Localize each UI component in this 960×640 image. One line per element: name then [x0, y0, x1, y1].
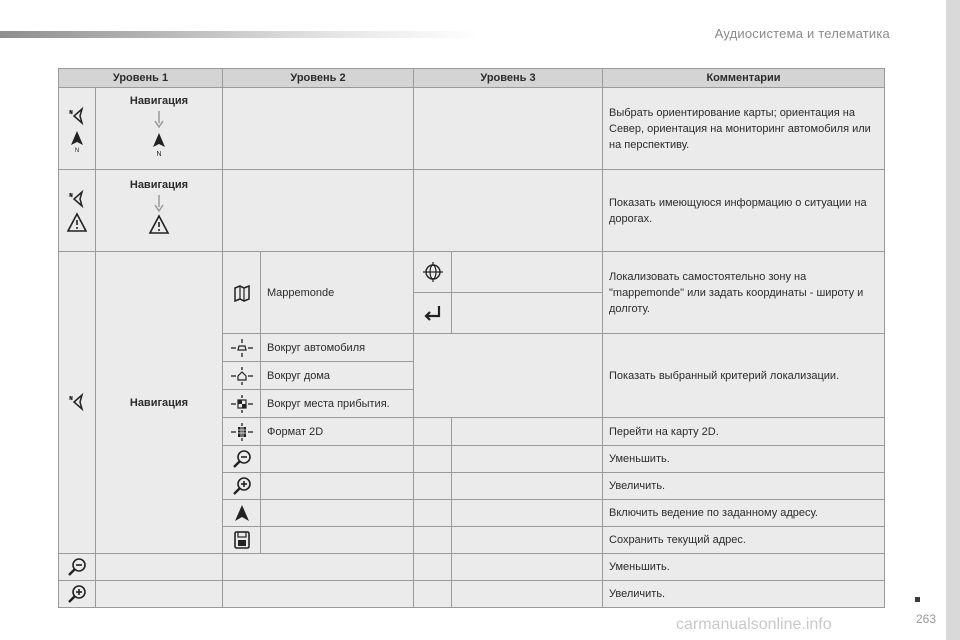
- level2-icon-cell: [223, 500, 261, 527]
- enter-return-icon: [422, 303, 444, 323]
- map-2d-icon: [230, 422, 254, 442]
- level1-navigation-cell: [96, 252, 223, 554]
- level3-empty-cell: [452, 418, 603, 446]
- comment-cell: Уменьшить.: [603, 446, 885, 473]
- level3-empty-cell: [452, 252, 603, 293]
- watermark: carmanualsonline.info: [676, 616, 832, 633]
- level2-icon-cell: [223, 334, 261, 362]
- table-header-row: [59, 69, 885, 88]
- around-home-icon: [230, 366, 254, 386]
- navigation-label: Навигация: [129, 95, 189, 107]
- level3-empty-cell: [452, 500, 603, 527]
- around-vehicle-icon: [230, 338, 254, 358]
- table-row: [59, 252, 885, 293]
- level3-empty-cell: [414, 500, 452, 527]
- level3-icon-cell: [414, 252, 452, 293]
- comment-cell: Показать выбранный критерий локализации.: [603, 334, 885, 418]
- level2-empty-cell: [223, 554, 414, 581]
- level1-icon-cell: [59, 252, 96, 554]
- column-header-comments: Комментарии: [603, 69, 885, 88]
- level3-empty-cell: [452, 293, 603, 334]
- section-title: Аудиосистема и телематика: [714, 26, 890, 41]
- level3-empty-cell: [414, 334, 603, 418]
- level2-icon-cell: [223, 362, 261, 390]
- comment-cell: Увеличить.: [603, 581, 885, 608]
- level3-icon-cell: [414, 293, 452, 334]
- warning-icon: [67, 212, 87, 234]
- column-header-level2: Уровень 2: [223, 69, 414, 88]
- navigation-icon: [67, 391, 87, 415]
- comment-cell: Локализовать самостоятельно зону на "mappemonde" или задать координаты - широту и долготу.: [603, 252, 885, 334]
- level1-icon-cell: [59, 88, 96, 170]
- column-header-level3: Уровень 3: [414, 69, 603, 88]
- level1-navigation-cell: [96, 170, 223, 252]
- level1-empty-label: [96, 554, 223, 581]
- table-row: [59, 554, 885, 581]
- level2-empty-cell: [223, 581, 414, 608]
- column-header-level1: Уровень 1: [59, 69, 223, 88]
- level2-icon-cell: [223, 390, 261, 418]
- navigation-icon: [67, 188, 87, 212]
- table-row: [59, 88, 885, 170]
- level2-empty-label: [261, 446, 414, 473]
- level1-icon-cell: [59, 581, 96, 608]
- page-number: 263: [915, 612, 936, 626]
- around-destination-icon: [230, 394, 254, 414]
- navigation-label: Навигация: [129, 396, 189, 409]
- level2-icon-cell: [223, 418, 261, 446]
- level2-icon-cell: [223, 473, 261, 500]
- save-icon: [232, 530, 252, 550]
- level3-empty-cell: [452, 473, 603, 500]
- level2-icon-cell: [223, 446, 261, 473]
- comment-cell: Увеличить.: [603, 473, 885, 500]
- level2-empty-label: [261, 473, 414, 500]
- level2-label-around-vehicle: Вокруг автомобиля: [261, 334, 414, 362]
- level1-empty-label: [96, 581, 223, 608]
- level3-empty-cell: [452, 446, 603, 473]
- zoom-in-icon: [231, 476, 253, 496]
- svg-text:N: N: [74, 147, 80, 153]
- level2-empty-cell: [223, 170, 414, 252]
- level3-empty-cell: [414, 446, 452, 473]
- level2-label-mappemonde: Mappemonde: [261, 252, 414, 334]
- north-arrow-icon: [67, 129, 87, 153]
- level2-label-around-home: Вокруг дома: [261, 362, 414, 390]
- level3-empty-cell: [452, 581, 603, 608]
- warning-icon: [148, 191, 170, 239]
- level3-empty-cell: [452, 554, 603, 581]
- level3-empty-cell: [414, 88, 603, 170]
- level2-label-format-2d: Формат 2D: [261, 418, 414, 446]
- table-row: [59, 581, 885, 608]
- menu-table: [58, 68, 885, 608]
- zoom-in-icon: [66, 584, 88, 604]
- level2-empty-label: [261, 500, 414, 527]
- page-marker: [915, 597, 920, 602]
- globe-icon: [422, 261, 444, 283]
- level3-empty-cell: [414, 170, 603, 252]
- svg-text:N: N: [156, 151, 162, 158]
- level3-empty-cell: [414, 527, 452, 554]
- comment-cell: Выбрать ориентирование карты; ориентация на Север, ориентация на мониторинг автомобиля или на перспективу.: [603, 88, 885, 170]
- level3-empty-cell: [414, 554, 452, 581]
- page-edge-strip: [946, 0, 960, 640]
- guidance-arrow-icon: [232, 503, 252, 523]
- level2-empty-label: [261, 527, 414, 554]
- level1-icon-cell: [59, 554, 96, 581]
- level3-empty-cell: [452, 527, 603, 554]
- header-gradient-bar: [0, 31, 480, 38]
- comment-cell: Включить ведение по заданному адресу.: [603, 500, 885, 527]
- level1-icon-cell: [59, 170, 96, 252]
- level3-empty-cell: [414, 418, 452, 446]
- comment-cell: Перейти на карту 2D.: [603, 418, 885, 446]
- navigation-label: Навигация: [129, 179, 189, 191]
- zoom-out-icon: [66, 557, 88, 577]
- world-map-icon: [232, 283, 252, 303]
- comment-cell: Сохранить текущий адрес.: [603, 527, 885, 554]
- level2-icon-cell: [223, 527, 261, 554]
- north-arrow-icon: [149, 107, 169, 159]
- comment-cell: Показать имеющуюся информацию о ситуации на дорогах.: [603, 170, 885, 252]
- zoom-out-icon: [231, 449, 253, 469]
- table-row: [59, 170, 885, 252]
- level2-icon-cell: [223, 252, 261, 334]
- level3-empty-cell: [414, 581, 452, 608]
- comment-cell: Уменьшить.: [603, 554, 885, 581]
- level2-empty-cell: [223, 88, 414, 170]
- level1-navigation-cell: [96, 88, 223, 170]
- level3-empty-cell: [414, 473, 452, 500]
- level2-label-around-destination: Вокруг места прибытия.: [261, 390, 414, 418]
